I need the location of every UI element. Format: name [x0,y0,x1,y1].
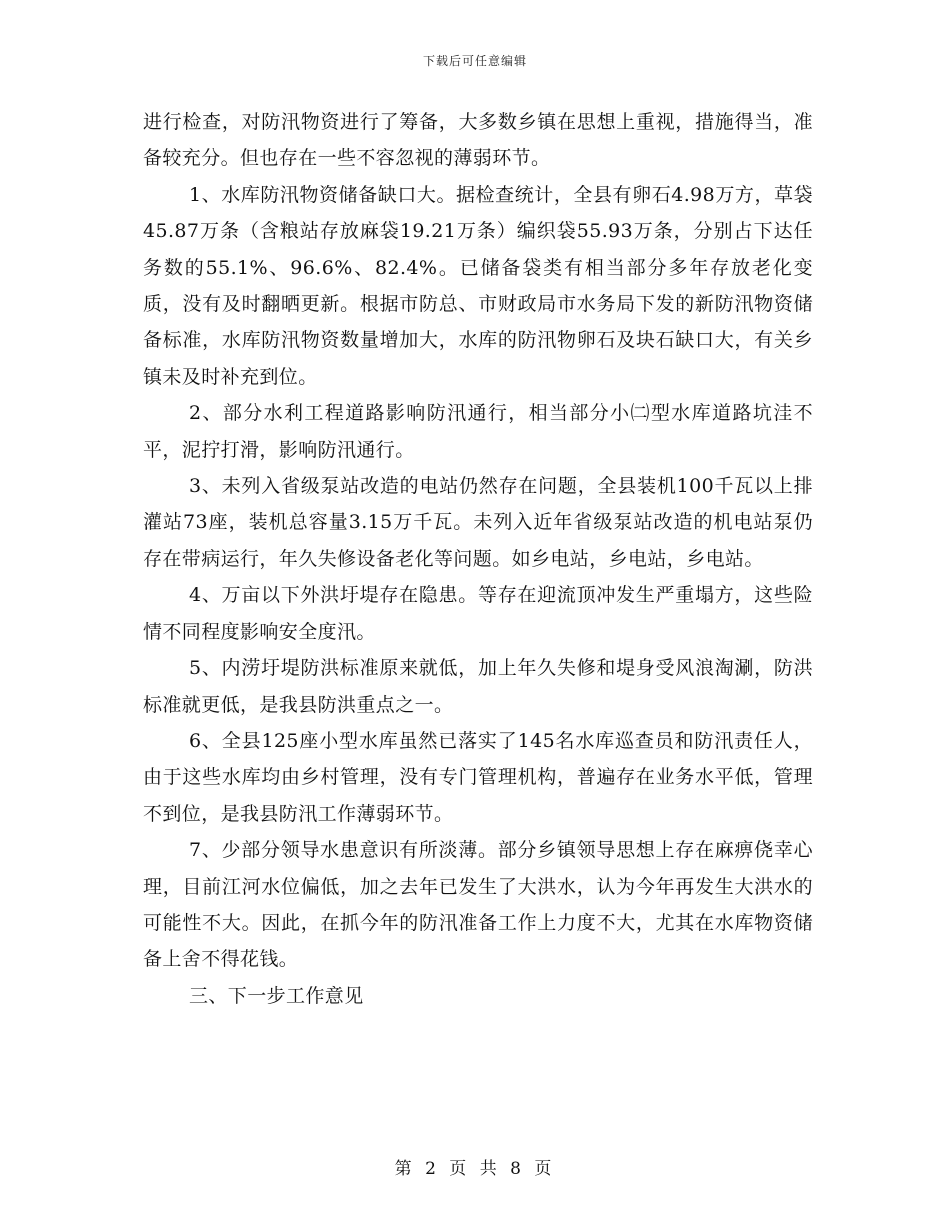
page-number: 第 2 页 共 8 页 [394,1159,556,1179]
paragraph-item-4: 4、万亩以下外洪圩堤存在隐患。等存在迎流顶冲发生严重塌方，这些险情不同程度影响安全度汛。 [143,584,813,643]
paragraph-item-2: 2、部分水利工程道路影响防汛通行，相当部分小㈡型水库道路坑洼不平，泥拧打滑，影响防汛通行。 [143,402,813,461]
paragraph-item-3: 3、未列入省级泵站改造的电站仍然存在问题，全县装机100千瓦以上排灌站73座，装机总容量3.15万千瓦。未列入近年省级泵站改造的机电站泵仍存在带病运行，年久失修设备老化等问题。如乡电站，乡电站，乡电站。 [143,475,813,570]
section-heading: 三、下一步工作意见 [189,984,364,1007]
paragraph-item-7: 7、少部分领导水患意识有所淡薄。部分乡镇领导思想上存在麻痹侥幸心理，目前江河水位偏低，加之去年已发生了大洪水，认为今年再发生大洪水的可能性不大。因此，在抓今年的防汛准备工作上力度不大，尤其在水库物资储备上舍不得花钱。 [143,839,813,971]
paragraph-continuation: 进行检查，对防汛物资进行了筹备，大多数乡镇在思想上重视，措施得当，准备较充分。但也存在一些不容忽视的薄弱环节。 [143,111,813,170]
document-body [143,104,813,1014]
page-header: 下载后可任意编辑 [422,54,527,68]
paragraph-item-6: 6、全县125座小型水库虽然已落实了145名水库巡查员和防汛责任人，由于这些水库均由乡村管理，没有专门管理机构，普遍存在业务水平低，管理不到位，是我县防汛工作薄弱环节。 [143,729,813,825]
paragraph-item-5: 5、内涝圩堤防洪标准原来就低，加上年久失修和堤身受风浪淘涮，防洪标准就更低，是我县防洪重点之一。 [143,657,813,716]
paragraph-item-1: 1、水库防汛物资储备缺口大。据检查统计，全县有卵石4.98万方，草袋45.87万条（含粮站存放麻袋19.21万条）编织袋55.93万条，分别占下达任务数的55.1%、96.6%、82.4%。已储备袋类有相当部分多年存放老化变质，没有及时翻晒更新。根据市防总、市财政局市水务局下发的新防汛物资储备标准，水库防汛物资数量增加大，水库的防汛物卵石及块石缺口大，有关乡镇未及时补充到位。 [143,183,813,388]
